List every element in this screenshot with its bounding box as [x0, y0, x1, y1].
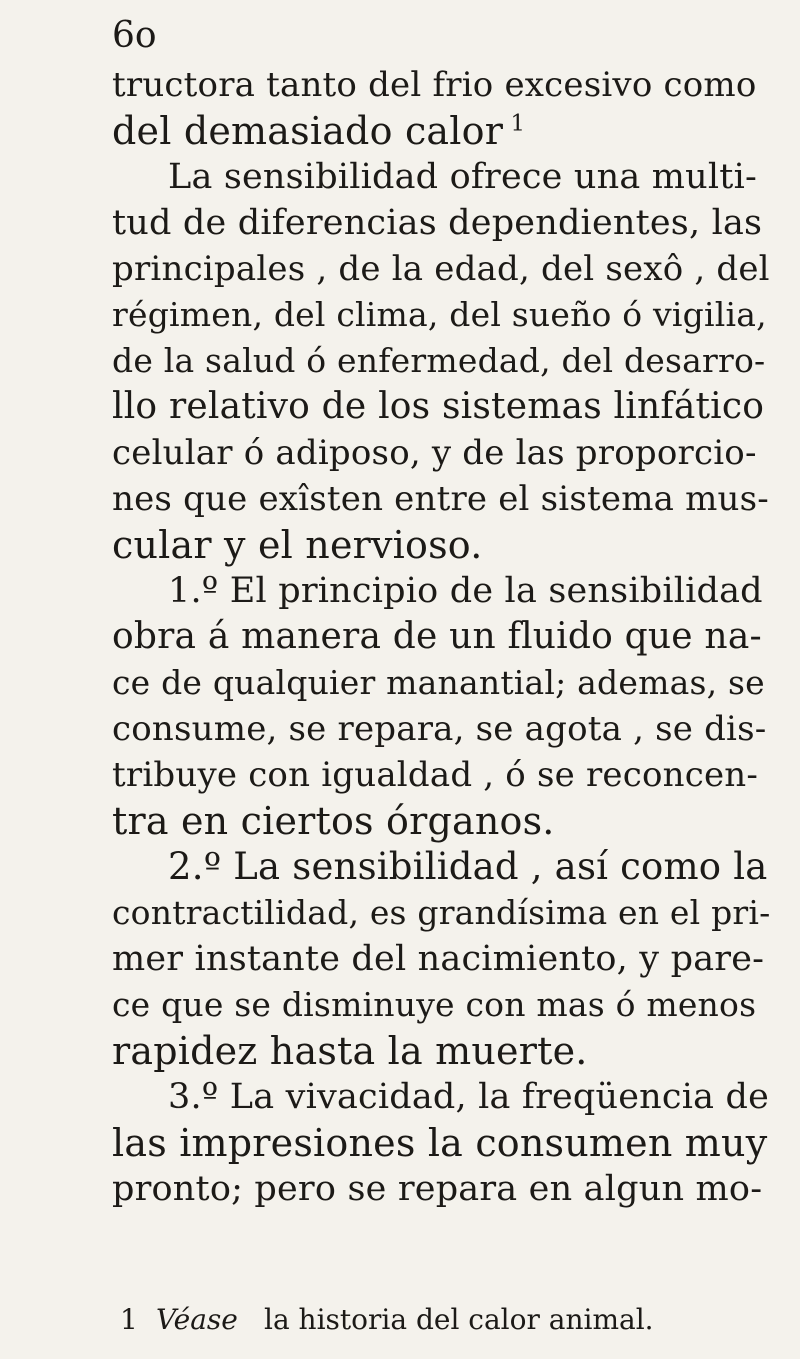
text-line: mer instante del nacimiento, y pare- [112, 939, 765, 979]
footnote-marker: 1 [120, 1303, 138, 1336]
text-line: 3.º La vivacidad, la freqüencia de [168, 1077, 770, 1117]
text-line: principales , de la edad, del sexô , del [112, 249, 770, 289]
page-number: 6o [112, 15, 157, 56]
text-line: las impresiones la consumen muy [112, 1121, 768, 1165]
text-line: 2.º La sensibilidad , así como la [168, 845, 768, 888]
text-line: 1.º El principio de la sensibilidad [168, 571, 763, 611]
text-line: tructora tanto del frio excesivo como [112, 65, 757, 105]
text-line: obra á manera de un fluido que na- [112, 616, 762, 657]
text-line: rapidez hasta la muerte. [112, 1029, 588, 1073]
text-line: ce que se disminuye con mas ó menos [112, 985, 757, 1024]
footnote [0, 1300, 800, 1340]
text-line: pronto; pero se repara en algun mo- [112, 1169, 763, 1209]
text-line: del demasiado calor $^1$ [112, 109, 526, 153]
text-line: La sensibilidad ofrece una multi- [168, 157, 757, 197]
text-line: cular y el nervioso. [112, 523, 483, 567]
text-line: tribuye con igualdad , ó se reconcen- [112, 755, 759, 795]
footnote-lead: Véase [156, 1303, 238, 1336]
text-line: consume, se repara, se agota , se dis- [112, 709, 767, 749]
footnote-text: la historia del calor animal. [264, 1303, 654, 1336]
text-line: nes que exîsten entre el sistema mus- [112, 479, 769, 519]
text-line: celular ó adiposo, y de las proporcio- [112, 433, 757, 473]
footnote-reference: 1 [510, 110, 526, 137]
text-line: de la salud ó enfermedad, del desarro- [112, 341, 766, 380]
text-line: llo relativo de los sistemas linfático [112, 386, 765, 427]
text-line: régimen, del clima, del sueño ó vigilia, [112, 295, 767, 334]
text-line: tra en ciertos órganos. [112, 799, 555, 843]
text-line: contractilidad, es grandísima en el pri- [112, 893, 771, 932]
text-line: ce de qualquier manantial; ademas, se [112, 663, 765, 702]
text-line: tud de diferencias dependientes, las [112, 203, 763, 243]
